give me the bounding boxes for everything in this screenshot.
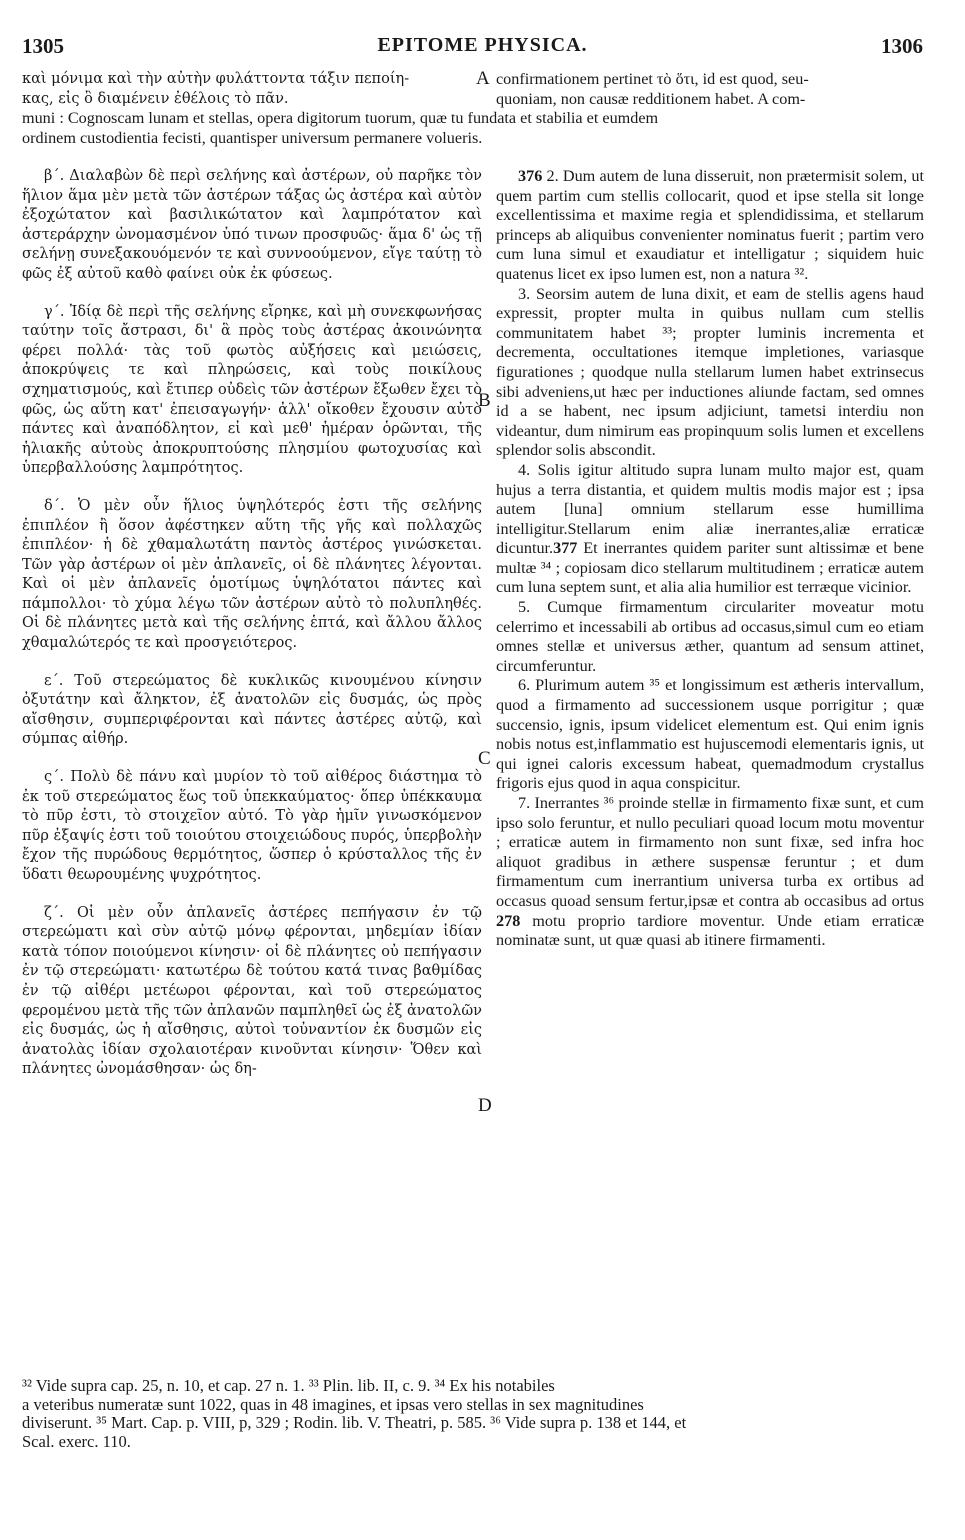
latin-column	[496, 167, 924, 951]
intro-latin-1: confirmationem pertinet τὸ ὅτι, id est quod, seu-	[496, 70, 809, 88]
margin-letter-b: B	[478, 390, 491, 411]
greek-paragraph-6: ς΄. Πολὺ δὲ πάνυ καὶ μυρίον τὸ τοῦ αἰθέρος διάστημα τὸ ἐκ τοῦ στερεώματος ἕως τοῦ ὑπεκκαύματος· ὅπερ ὑπέκκαυμα τὸ πῦρ ἐστι, τὸ στοιχεῖον αὐτό. Τὸ γὰρ ἡμῖν γινωσκόμενον πῦρ ἐξαψίς ἐστι τοῦ τοιούτου στοιχειώδους πυρός, ὑπερβολὴν ἔχον τῆς πυρώδους θερμότητος, ὥσπερ ὁ κρύσταλλος τῆς ἐν ὕδατι θεωρουμένης ψυχρότητος.	[22, 769, 482, 883]
greek-paragraph-7: ζ΄. Οἱ μὲν οὖν ἀπλανεῖς ἀστέρες πεπήγασιν ἐν τῷ στερεώματι καὶ σὺν αὐτῷ μόνῳ φέρονται, μηδεμίαν ἰδίαν κατὰ τόπον ποιούμενοι κίνησιν· οἱ δὲ πλάνητες οὐ πεπήγασιν ἐν τῷ στερεώματι· κατωτέρω δὲ τούτου κατά τινας βαθμίδας ἐν τῷ αἰθέρι μετέωροι φέρονται, καὶ τοῦ στερεώματος φερομένου μετὰ τῆς τῶν ἀπλανῶν παμπληθεῖ ὡς ἐξ ἀνατολῶν εἰς δυσμάς, ὡς ἡ αἴσθησις, αὐτοὶ τοὐναντίον ἐκ δυσμῶν εἰς ἀνατολὰς ἰδίαν σχολαιοτέραν κινοῦνται κίνησιν· Ὅθεν καὶ πλάνητες ὠνομάσθησαν· ὡς δη-	[22, 904, 482, 1078]
intro-line-3: muni : Cognoscam lunam et stellas, opera digitorum tuorum, quæ tu fundata et stabilia et eumdem	[22, 109, 659, 128]
intro-line-2	[22, 90, 924, 110]
latin-paragraph-3: 3. Seorsim autem de luna dixit, et eam de stellis agens haud expressit, propter multa in quibus nullam cum stellis communitatem habet ³³; propter luminis incrementa et decrementa, occultationes itemque impletiones, variasque figurationes ; quodque nulla stellarum lumen habet extrinsecus sibi adveniens,ut hæc per inductiones aliunde factam, sed omnes id a se habent, nec ipsum adjiciunt, tametsi interdiu non videantur, dum nimirum eas propinquum solis lumen et excellens splendor solis abscondit.	[496, 284, 924, 460]
latin-paragraph-6: 6. Plurimum autem ³⁵ et longissimum est ætheris intervallum, quod a firmamento ad successionem usque porrigitur ; quæ succensio, ignis, ipsum videlicet elementum est. Qui enim ignis nobis notus est,inflammatio est hujuscemodi elementaris ignis, ut qui ignei caloris excessum habeat, quemadmodum crystallus frigoris ejus quod in aqua conspicitur.	[496, 676, 924, 793]
greek-paragraph-4: δ΄. Ὁ μὲν οὖν ἥλιος ὑψηλότερός ἐστι τῆς σελήνης ἐπιπλέον ἢ ὅσον ἀφέστηκεν αὕτη τῆς γῆς καὶ πολλαχῶς ἐπιπλέον· ἡ δὲ χθαμαλωτάτη παντὸς ἀστέρος γινώσκεται. Τῶν γὰρ ἀστέρων οἱ μὲν ἀπλανεῖς, οἱ δὲ πλάνητες λέγονται. Καὶ οἱ μὲν ἀπλανεῖς ὁμοτίμως ὑψηλότατοι πάντες καὶ πάμπολλοι· τὸ χύμα λέγω τῶν ἀστέρων αὐτὸ τὸ πολυπληθές. Οἱ δὲ πλάνητες μετὰ καὶ τῆς σελήνης ἑπτά, καὶ ἄλλου ἄλλος χθαμαλώτερός τε καὶ προσγειότερος.	[22, 497, 482, 652]
latin-paragraph-4-text-b: Et inerrantes quidem pariter sunt altissimæ et bene multæ ³⁴ ; copiosam dico stellarum multitudinem ; erraticæ autem cum luna septem sunt, et alia alia humilior est terræque vicinior.	[496, 539, 924, 597]
margin-number-376: 376	[518, 167, 543, 185]
intro-greek-2: κας, εἰς ὃ διαμένειν ἐθέλοις τὸ πᾶν.	[22, 90, 289, 107]
right-page-number: 1306	[881, 34, 923, 58]
latin-paragraph-2	[496, 167, 924, 285]
greek-paragraph-3: γ΄. Ἰδίᾳ δὲ περὶ τῆς σελήνης εἴρηκε, καὶ μὴ συνεκφωνήσας ταύτην τοῖς ἄστρασι, δι' ἃ πρὸς τοὺς ἀστέρας ἀκοινώνητα φέρει πολλά· τὰς τοῦ φωτὸς αὐξήσεις καὶ μειώσεις, ἀποκρύψεις τε καὶ πληρώσεις, καὶ τοὺς ποικίλους σχηματισμούς, καὶ ἔτιπερ οὐδεὶς τῶν ἀστέρων ἔξωθεν ἔχει τὸ φῶς, ὡς αὕτη κατ' ἐπεισαγωγήν· ἀλλ' οἴκοθεν ἔχουσιν αὐτὸ πάντες καὶ ἀναπόδλητον, εἰ καὶ μεθ' ἡμέραν ὁρῶνται, τῆς ἡλιακῆς αὐτοὺς ἀποκρυπτούσης πλησμίου φωτοχυσίας καὶ ὑπερβαλλούσης λαμπρότητος.	[22, 303, 482, 477]
margin-letter-a: A	[476, 68, 490, 89]
intro-greek-1: καὶ μόνιμα καὶ τὴν αὐτὴν φυλάττοντα τάξιν πεποίη-	[22, 71, 410, 87]
greek-column	[22, 167, 482, 1098]
latin-paragraph-7-text-b: motu proprio tardiore moventur. Unde etiam erraticæ nominatæ sunt, ut quæ quasi ab itinere firmamenti.	[496, 911, 924, 950]
running-title: EPITOME PHYSICA.	[377, 34, 588, 56]
footnote-line-1: ³² Vide supra cap. 25, n. 10, et cap. 27 n. 1. ³³ Plin. lib. II, c. 9. ³⁴ Ex his notabiles	[22, 1376, 555, 1395]
footnotes	[22, 1377, 934, 1451]
latin-paragraph-2-text: 2. Dum autem de luna disseruit, non prætermisit solem, ut quem partim cum stellis collocarit, quod et ipse stella sit longe excellentissima et maxime regia et splendidissima, et stellarum princeps ab aliquibus convenienter nominatus fuerit ; partim vero cum luna simul et exaudiatur et intelligatur ; siquidem huic quatenus licet ex ipso lumen est, non a natura ³².	[496, 167, 924, 283]
margin-letter-c: C	[478, 748, 491, 769]
intro-block	[22, 70, 924, 148]
latin-paragraph-7-text-a: 7. Inerrantes ³⁶ proinde stellæ in firmamento fixæ sunt, et cum ipso solo feruntur, et nullo peculiari quoad locum motu moventur ; erraticæ autem in firmamento non sunt fixæ, sed infra hoc aliquot gradibus in æthere suspensæ feruntur ; et dum firmamentum cum inerrantium universa turba ex ortibus ad occasus quoad sensum fertur,ipsæ et contra ab occasibus ad ortus	[496, 794, 924, 910]
latin-paragraph-4	[496, 461, 924, 598]
margin-number-278: 278	[496, 911, 521, 930]
latin-paragraph-5: 5. Cumque firmamentum circulariter moveatur motu celerrimo et incessabili ab ortibus ad occasus,simul cum eo etiam omnes stellæ et universus æther, quantum ad sensum attinet, circumferuntur.	[496, 598, 924, 675]
intro-line-4: ordinem custodientia fecisti, quantisper universum permanere volueris.	[22, 128, 483, 147]
margin-letter-d: D	[478, 1095, 492, 1116]
margin-number-377: 377	[553, 539, 578, 558]
intro-latin-2: quoniam, non causæ redditionem habet. A com-	[496, 89, 806, 108]
greek-paragraph-5: ε΄. Τοῦ στερεώματος δὲ κυκλικῶς κινουμένου κίνησιν ὀξυτάτην καὶ ἄληκτον, ἐξ ἀνατολῶν εἰς δυσμάς, ὡς πρὸς αἴσθησιν, συμπεριφέρονται καὶ πάντες ἀστέρες αὐτῷ, καὶ σύμπας αἰθήρ.	[22, 672, 482, 748]
latin-paragraph-4-text-a: 4. Solis igitur altitudo supra lunam multo major est, quam hujus a terra distantia, et quidem multis modis major est ; ipsa autem [luna] omnium stellarum esse humillima intelligitur.Stellarum enim aliæ inerrantes,aliæ erraticæ dicuntur.	[496, 460, 924, 558]
footnote-line-4: Scal. exerc. 110.	[22, 1431, 131, 1451]
footnote-line-2: a veteribus numeratæ sunt 1022, quas in 48 imagines, et ipsas vero stellas in sex magnitudines	[22, 1394, 644, 1414]
page-header	[0, 34, 965, 64]
left-page-number: 1305	[22, 34, 64, 58]
footnote-line-3: diviserunt. ³⁵ Mart. Cap. p. VIII, p, 329 ; Rodin. lib. V. Theatri, p. 585. ³⁶ Vide supra p. 138 et 144, et	[22, 1413, 687, 1432]
greek-paragraph-2: β΄. Διαλαβὼν δὲ περὶ σελήνης καὶ ἀστέρων, οὐ παρῆκε τὸν ἥλιον ἅμα μὲν μετὰ τῶν ἀστέρων τάξας ὡς ἀστέρα καὶ αὐτὸν ἐξοχώτατον καὶ βασιλικώτατον καὶ λαμπρότατον καὶ ἀστεράρχην ὠνομασμένον ὑπό τινων προσφυῶς· ἅμα δ' ὡς τῇ σελήνῃ συνεξακουόμενόν τε καὶ συννοούμενον, εἴγε ταύτῃ τὸ φῶς ἐξ αὐτοῦ καθὸ φαίνει οὐκ ἐκ φύσεως.	[22, 168, 482, 282]
latin-paragraph-7	[496, 794, 924, 951]
intro-line-1	[22, 70, 924, 90]
